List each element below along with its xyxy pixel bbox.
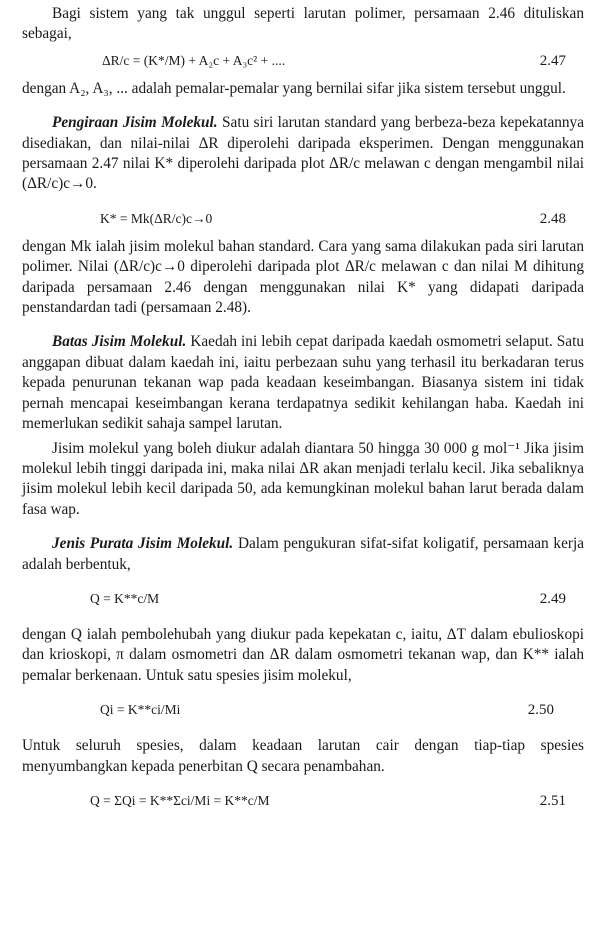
equation-number: 2.47: [539, 52, 566, 69]
section-pengiraan: [22, 113, 584, 195]
equation-expression: Q = ΣQi = K**Σci/Mi = K**c/M: [90, 792, 270, 808]
paragraph-range: Jisim molekul yang boleh diukur adalah diantara 50 hingga 30 000 g mol⁻¹ Jika jisim molekul lebih tinggi daripada ini, maka nilai ΔR akan menjadi terlalu kecil. Jika sebaliknya jisim molekul lebih kecil daripada 50, ada kemungkinan molekul bahan larut berada dalam fasa wap.: [22, 439, 584, 518]
equation-2-47: [22, 51, 584, 73]
equation-number: 2.51: [539, 792, 566, 809]
equation-expression: ΔR/c = (K*/M) + A₂c + A₃c² + ....: [102, 52, 286, 68]
paragraph-constants: dengan A₂, A₃, ... adalah pemalar-pemalar yang bernilai sifar jika sistem tersebut unggul.: [22, 79, 566, 97]
equation-number: 2.50: [527, 702, 554, 719]
paragraph-standard: dengan Mk ialah jisim molekul bahan standard. Cara yang sama dilakukan pada siri larutan polimer. Nilai (ΔR/c)c→0 diperolehi daripada plot ΔR/c melawan c dan nilai M dihitung daripada persamaan 2.46 dengan menggunakan nilai K* yang didapati daripada penstandardan tadi (persamaan 2.48).: [22, 237, 584, 317]
equation-expression: Q = K**c/M: [90, 590, 160, 606]
section-body: Dalam pengukuran sifat-sifat koligatif, persamaan kerja adalah berbentuk,: [22, 535, 584, 573]
equation-2-50: [22, 700, 584, 722]
section-heading: Jenis Purata Jisim Molekul.: [52, 535, 234, 553]
paragraph-variables: dengan Q ialah pembolehubah yang diukur pada kepekatan c, iaitu, ΔT dalam ebulioskopi dan krioskopi, π dalam osmometri dan ΔR dalam osmometri tekanan wap, dan K** ialah pemalar berkenaan. Untuk satu spesies jisim molekul,: [22, 625, 584, 684]
paragraph-intro: Bagi sistem yang tak unggul seperti larutan polimer, persamaan 2.46 dituliskan sebagai,: [22, 5, 584, 43]
equation-number: 2.48: [539, 210, 566, 227]
section-heading: Batas Jisim Molekul.: [52, 333, 187, 351]
section-body: Satu siri larutan standard yang berbeza-beza kepekatannya disediakan, dan nilai-nilai ΔR diperolehi daripada eksperimen. Dengan menggunakan persamaan 2.47 nilai K* diperolehi daripada plot ΔR/c melawan c dengan mengambil nilai (ΔR/c)c→0.: [22, 114, 584, 193]
equation-expression: Qi = K**ci/Mi: [100, 702, 181, 718]
equation-number: 2.49: [539, 590, 566, 607]
section-batas: [22, 332, 584, 434]
equation-2-49: [22, 589, 584, 611]
section-jenis: [22, 534, 584, 575]
equation-2-48: [22, 209, 584, 231]
equation-2-51: [22, 791, 584, 813]
equation-expression: K* = Mk(ΔR/c)c→0: [100, 210, 213, 226]
section-body: Kaedah ini lebih cepat daripada kaedah osmometri selaput. Satu anggapan dibuat dalam kaedah ini, iaitu perbezaan suhu yang terhasil itu berkadaran terus kepada penurunan tekanan wap pada keadaan keseimbangan. Biasanya sistem ini tidak pernah mencapai keseimbangan kerana terdapatnya sedikit kehilangan haba. Kaedah ini memerlukan sedikit sahaja sampel larutan.: [22, 333, 584, 433]
section-heading: Pengiraan Jisim Molekul.: [52, 114, 218, 132]
paragraph-species: Untuk seluruh spesies, dalam keadaan larutan cair dengan tiap-tiap spesies menyumbangkan kepada penerbitan Q secara penambahan.: [22, 737, 584, 775]
